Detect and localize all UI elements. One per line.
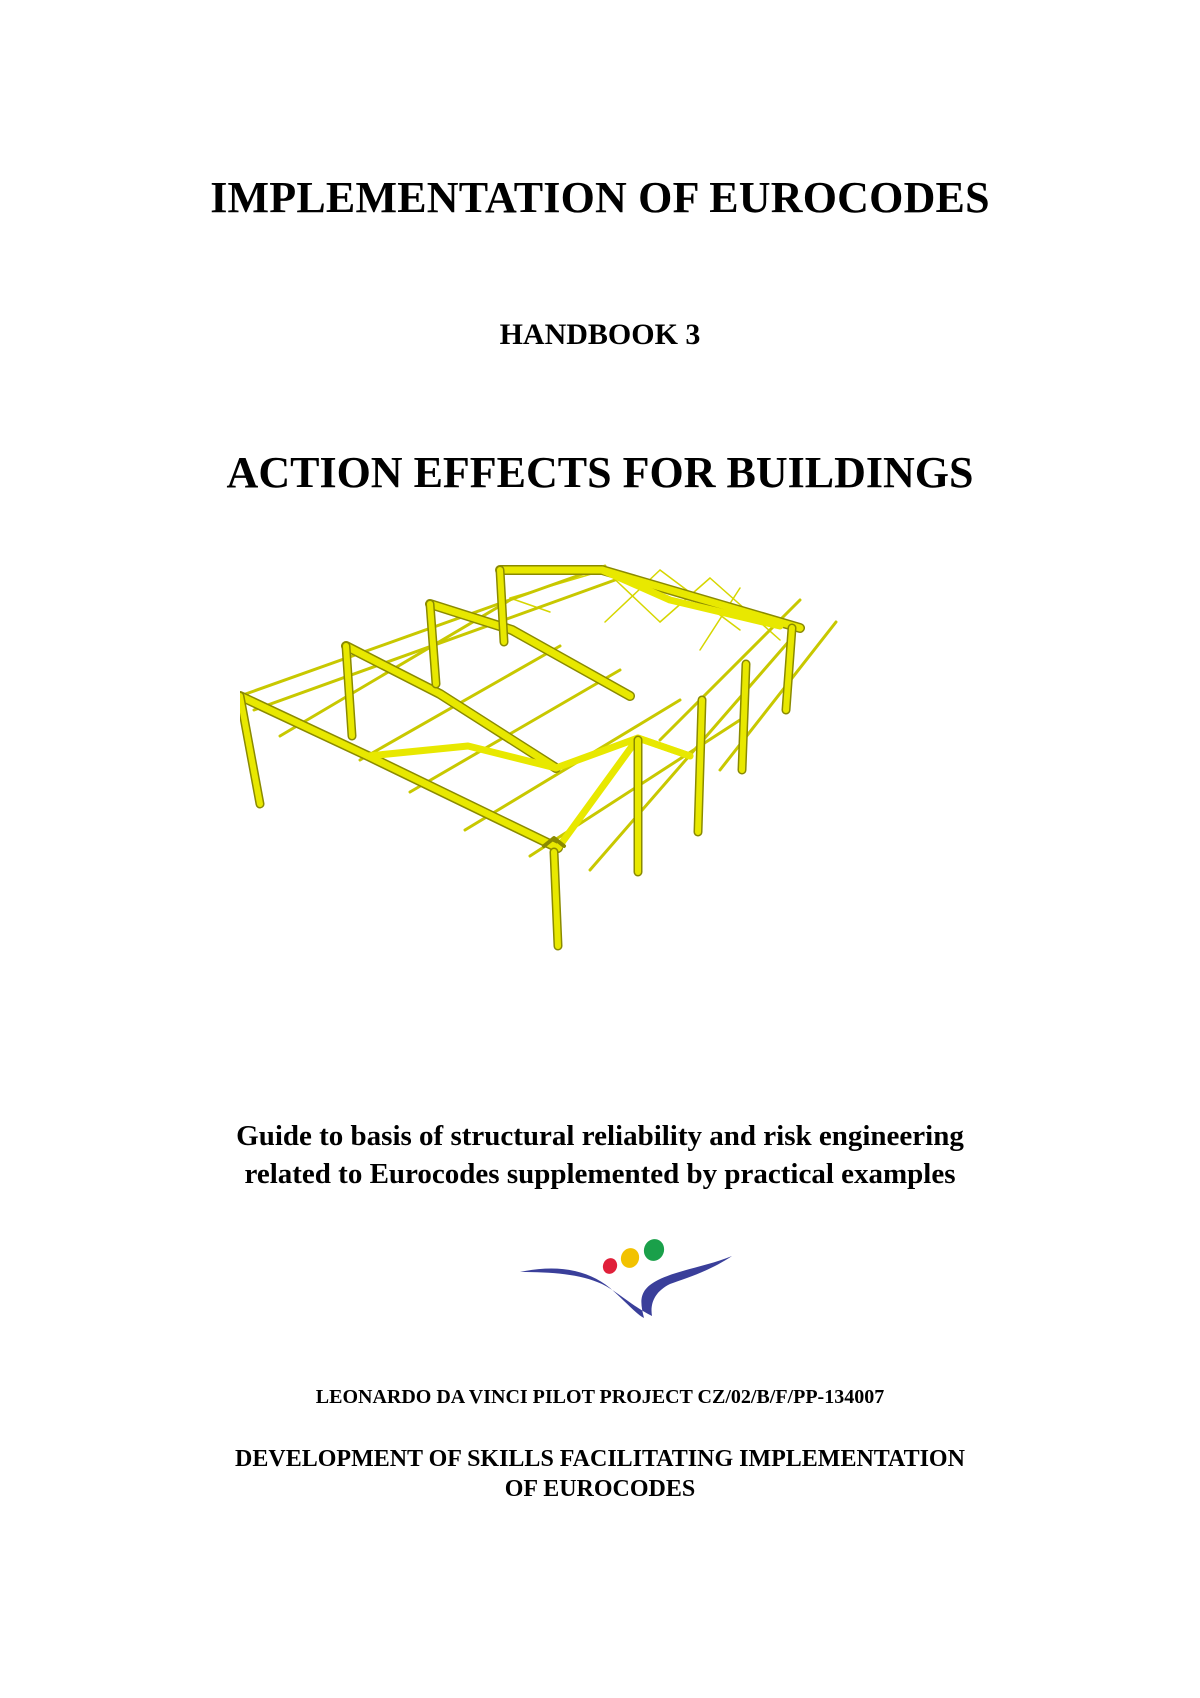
development-line-1: DEVELOPMENT OF SKILLS FACILITATING IMPLEMENTATION — [235, 1446, 965, 1472]
subtitle-line-2: related to Eurocodes supplemented by practical examples — [244, 1158, 956, 1190]
book-title: ACTION EFFECTS FOR BUILDINGS — [226, 448, 974, 497]
handbook-label: HANDBOOK 3 — [499, 318, 701, 351]
main-title: IMPLEMENTATION OF EUROCODES — [210, 173, 990, 222]
subtitle-line-1: Guide to basis of structural reliability and risk engineering — [236, 1120, 964, 1152]
project-line: LEONARDO DA VINCI PILOT PROJECT CZ/02/B/F/PP-134007 — [315, 1386, 885, 1408]
development-line-2: OF EUROCODES — [504, 1476, 696, 1502]
steel-frame-building-icon — [240, 560, 880, 1040]
leonardo-da-vinci-program-logo — [518, 1236, 734, 1320]
